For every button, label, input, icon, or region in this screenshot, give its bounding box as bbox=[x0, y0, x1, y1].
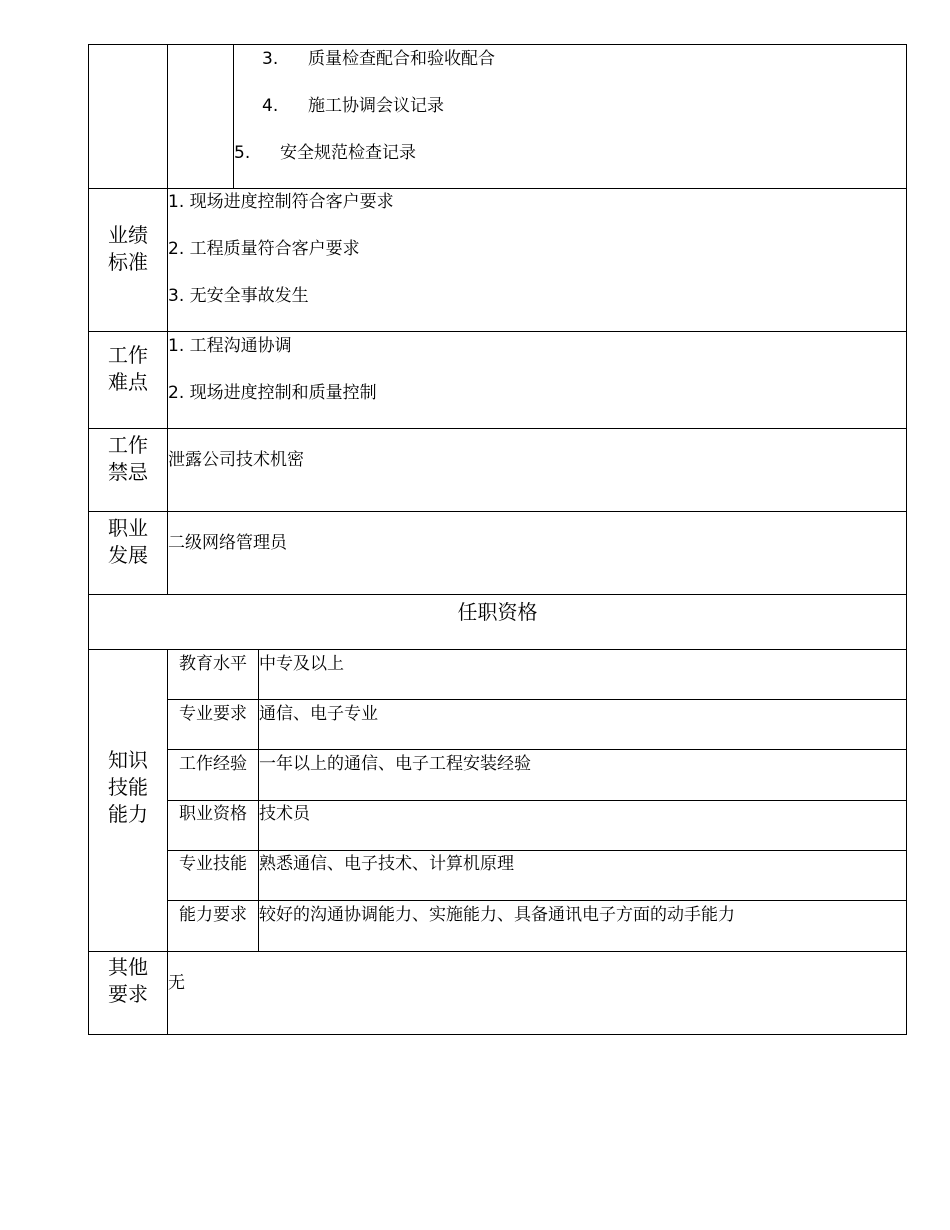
table-divider bbox=[88, 951, 907, 952]
career-text: 二级网络管理员 bbox=[168, 533, 287, 553]
table-divider bbox=[167, 850, 907, 851]
difficulty-item: 1. 工程沟通协调 bbox=[168, 336, 292, 356]
duty-text: 施工协调会议记录 bbox=[308, 96, 444, 116]
difficulty-item: 2. 现场进度控制和质量控制 bbox=[168, 383, 377, 403]
table-divider bbox=[88, 188, 907, 189]
duty-number: 5. bbox=[234, 143, 251, 163]
qualification-title: 任职资格 bbox=[457, 600, 538, 624]
other-label: 其他 要求 bbox=[108, 955, 148, 1006]
knowledge-row-label: 专业技能 bbox=[179, 854, 247, 874]
table-divider bbox=[167, 900, 907, 901]
performance-item: 3. 无安全事故发生 bbox=[168, 286, 309, 306]
table-divider bbox=[167, 800, 907, 801]
duty-text: 安全规范检查记录 bbox=[280, 143, 416, 163]
duty-number: 3. bbox=[262, 49, 279, 69]
table-divider bbox=[88, 331, 907, 332]
knowledge-row-label: 工作经验 bbox=[179, 754, 247, 774]
table-divider bbox=[233, 44, 234, 188]
knowledge-row-value: 通信、电子专业 bbox=[259, 704, 378, 724]
table-divider bbox=[88, 649, 907, 650]
performance-label: 业绩 标准 bbox=[108, 223, 148, 274]
duty-item bbox=[234, 142, 416, 164]
table-divider bbox=[88, 511, 907, 512]
performance-item: 2. 工程质量符合客户要求 bbox=[168, 239, 360, 259]
knowledge-row-label: 专业要求 bbox=[179, 704, 247, 724]
knowledge-row-label: 教育水平 bbox=[179, 654, 247, 674]
taboos-text: 泄露公司技术机密 bbox=[168, 450, 304, 470]
table-divider bbox=[88, 594, 907, 595]
table-divider bbox=[167, 699, 907, 700]
career-label: 职业 发展 bbox=[108, 516, 148, 567]
table-divider bbox=[167, 44, 168, 595]
knowledge-row-label: 职业资格 bbox=[179, 804, 247, 824]
other-text: 无 bbox=[168, 973, 185, 993]
duty-item bbox=[262, 48, 495, 70]
knowledge-row-value: 较好的沟通协调能力、实施能力、具备通讯电子方面的动手能力 bbox=[259, 905, 735, 925]
knowledge-row-value: 熟悉通信、电子技术、计算机原理 bbox=[259, 854, 514, 874]
knowledge-row-value: 技术员 bbox=[259, 804, 310, 824]
taboos-label: 工作 禁忌 bbox=[108, 433, 148, 484]
duty-text: 质量检查配合和验收配合 bbox=[308, 49, 495, 69]
knowledge-label: 知识 技能 能力 bbox=[108, 748, 148, 826]
duty-number: 4. bbox=[262, 96, 279, 116]
knowledge-row-value: 一年以上的通信、电子工程安装经验 bbox=[259, 754, 531, 774]
table-divider bbox=[88, 428, 907, 429]
difficulties-label: 工作 难点 bbox=[108, 343, 148, 394]
performance-item: 1. 现场进度控制符合客户要求 bbox=[168, 192, 394, 212]
table-divider bbox=[167, 749, 907, 750]
knowledge-row-value: 中专及以上 bbox=[259, 654, 344, 674]
knowledge-row-label: 能力要求 bbox=[179, 905, 247, 925]
duty-item bbox=[262, 95, 444, 117]
